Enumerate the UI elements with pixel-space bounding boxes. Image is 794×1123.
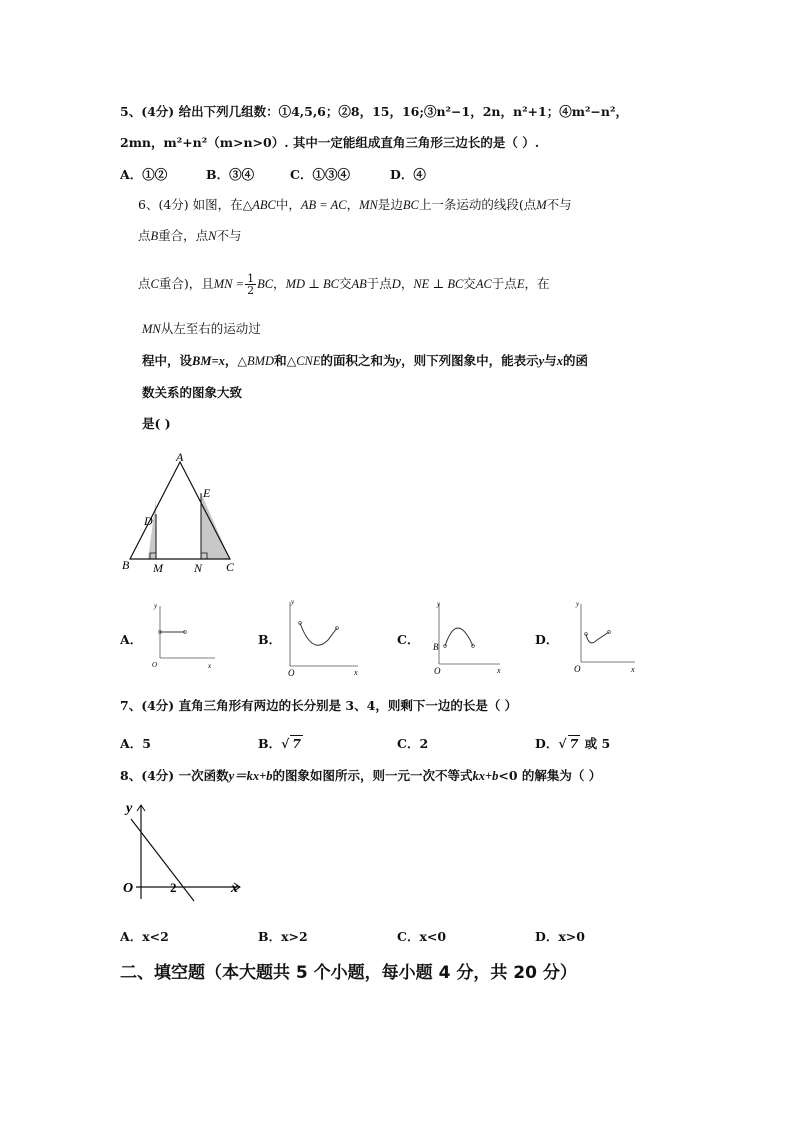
- q6-line-6: 数关系的图象大致: [142, 385, 243, 400]
- q6-option-b: B．: [258, 632, 282, 647]
- section-2-heading: 二、填空题（本大题共 5 个小题，每小题 4 分，共 20 分）: [120, 963, 577, 983]
- q6-graph-a: [145, 598, 225, 670]
- q6-text: 是边: [377, 197, 403, 212]
- q6-text: 的函: [562, 353, 588, 368]
- q6-triangle-figure: [122, 450, 242, 575]
- triangle-bmd-shading: [148, 499, 156, 559]
- q6-line-7: 是( ): [142, 416, 171, 431]
- q5-option-a: A．①②: [120, 167, 168, 182]
- q6-math: N: [208, 229, 217, 243]
- q6-math: y: [395, 354, 402, 368]
- q8-text: 的图象如图所示，则一元一次不等式: [272, 768, 473, 783]
- q6-math: △CNE: [286, 354, 321, 368]
- q6-math: E: [516, 277, 525, 291]
- fraction-numerator: 1: [247, 272, 255, 285]
- q6-text: 重合，点: [158, 228, 209, 243]
- x-label: x: [208, 662, 212, 670]
- q8-option-c: C．x<0: [397, 929, 447, 944]
- origin-label: O: [434, 666, 441, 676]
- q6-math: AB = AC: [300, 198, 347, 212]
- q7-option-b: B．√ 7: [258, 736, 301, 751]
- q6-text: 与: [544, 353, 557, 368]
- q6-math: B: [150, 229, 159, 243]
- q6-option-c: C．: [397, 632, 420, 647]
- radicand: 7: [292, 736, 301, 751]
- graph-curve: [445, 628, 473, 646]
- q6-text: ，: [224, 353, 238, 368]
- q6-math: MN: [359, 198, 378, 212]
- y-label: y: [291, 598, 295, 606]
- radicand: 7: [569, 736, 579, 751]
- q6-text: 从左至右的运动过: [160, 321, 261, 336]
- q7-option-c: C．2: [397, 736, 429, 751]
- option-suffix: 或 5: [584, 736, 611, 751]
- origin-label: O: [123, 881, 134, 896]
- y-label: y: [437, 600, 441, 608]
- q6-text: ，: [346, 197, 360, 212]
- q6-text: 中，: [275, 197, 301, 212]
- q6-math: BC: [257, 277, 274, 291]
- q5-option-b: B．③④: [206, 167, 255, 182]
- label-d: D: [144, 514, 153, 528]
- x-label: x: [497, 666, 501, 675]
- q6-math: C: [150, 277, 159, 291]
- q6-math: BM=x: [192, 354, 225, 368]
- label-n: N: [194, 561, 203, 575]
- q6-text: 点: [138, 276, 151, 291]
- q8-text: 8、(4分) 一次函数: [120, 768, 229, 783]
- q6-text: ，则下列图象中，能表示: [401, 353, 539, 368]
- option-prefix: D．: [535, 736, 559, 751]
- q6-math: MD ⊥ BC: [285, 277, 339, 291]
- q8-linear-graph: [118, 795, 248, 907]
- q6-math: BC: [402, 198, 419, 212]
- intercept-label: 2: [170, 880, 177, 895]
- x-label: x: [631, 665, 635, 674]
- q6-text: 交: [463, 276, 476, 291]
- q6-line-2: [138, 227, 242, 245]
- origin-label: O: [152, 661, 158, 669]
- q6-math: △ABC: [242, 198, 276, 212]
- q8-option-b: B．x>2: [258, 929, 308, 944]
- q6-graph-d: [565, 596, 645, 678]
- q6-math: MN: [142, 322, 161, 336]
- q6-graph-b: [280, 596, 365, 678]
- q7-stem: 7、(4分) 直角三角形有两边的长分别是 3、4，则剩下一边的长是（ ）: [120, 698, 518, 713]
- q8-option-a: A．x<2: [120, 929, 169, 944]
- q6-line-4: [142, 320, 261, 338]
- q6-text: 点: [138, 228, 151, 243]
- triangle-cne-shading: [201, 493, 230, 559]
- q6-math: AC: [475, 277, 492, 291]
- q6-graph-c: [425, 596, 507, 678]
- y-label: y: [126, 801, 133, 816]
- label-e: E: [203, 486, 211, 500]
- q8-math: kx+b: [472, 769, 499, 783]
- q6-option-a: A．: [120, 632, 143, 647]
- q5-option-c: C．①③④: [290, 167, 350, 182]
- q6-math: MN =: [213, 277, 245, 291]
- y-label: y: [576, 600, 580, 608]
- q5-option-d: D．④: [390, 167, 426, 182]
- label-c: C: [226, 560, 235, 574]
- label-b: B: [122, 558, 130, 572]
- q6-math: x: [556, 354, 563, 368]
- q6-text: ，: [400, 276, 414, 291]
- q6-text: 于点: [366, 276, 392, 291]
- x-label: x: [231, 881, 238, 896]
- q6-text: 和: [274, 353, 287, 368]
- q6-fraction: [245, 273, 256, 296]
- q6-math: D: [391, 277, 401, 291]
- q6-math: y: [538, 354, 545, 368]
- label-a: A: [176, 450, 184, 464]
- q6-math: M: [536, 198, 547, 212]
- q6-math: AB: [351, 277, 367, 291]
- q6-text: 的面积之和为: [320, 353, 396, 368]
- origin-label: O: [574, 664, 581, 674]
- graph-curve: [586, 632, 609, 643]
- q7-option-a: A．5: [120, 736, 151, 751]
- q6-text: 程中，设: [142, 353, 193, 368]
- origin-label: O: [288, 668, 295, 678]
- label-m: M: [153, 561, 163, 575]
- q5-line-2: 2mn，m²+n²（m>n>0）. 其中一定能组成直角三角形三边长的是（ ）.: [120, 135, 540, 150]
- q6-math: NE ⊥ BC: [413, 277, 464, 291]
- q6-text: 于点: [491, 276, 517, 291]
- q6-text: 6、(4分) 如图，在: [138, 197, 243, 212]
- q6-text: 上一条运动的线段(点: [418, 197, 537, 212]
- q8-option-d: D．x>0: [535, 929, 585, 944]
- q6-line-1: [138, 196, 572, 214]
- q6-line-3: [138, 272, 549, 296]
- q6-text: ，在: [524, 276, 550, 291]
- x-label: x: [354, 668, 358, 677]
- q6-text: ，: [273, 276, 286, 291]
- q5-line-1: 5、(4分) 给出下列几组数：①4,5,6；②8，15，16;③n²−1，2n，n²+1；④m²−n²，: [120, 104, 628, 119]
- q7-option-d: D．√ 7 或 5: [535, 736, 611, 751]
- q6-text: 不与: [216, 228, 242, 243]
- q6-line-5: [142, 352, 588, 370]
- q8-text: <0 的解集为（ ）: [498, 768, 602, 783]
- q8-math: y＝kx+b: [228, 769, 273, 783]
- q8-stem: [120, 767, 601, 785]
- b-label: B: [433, 642, 439, 652]
- option-prefix: B．: [258, 736, 282, 751]
- q6-option-d: D．: [535, 632, 559, 647]
- q6-math: △BMD: [237, 354, 275, 368]
- y-label: y: [154, 602, 158, 610]
- q6-text: 交: [338, 276, 352, 291]
- q6-text: 不与: [546, 197, 572, 212]
- fraction-denominator: 2: [247, 284, 255, 297]
- graph-curve: [300, 623, 337, 645]
- q6-text: 重合)，且: [158, 276, 214, 291]
